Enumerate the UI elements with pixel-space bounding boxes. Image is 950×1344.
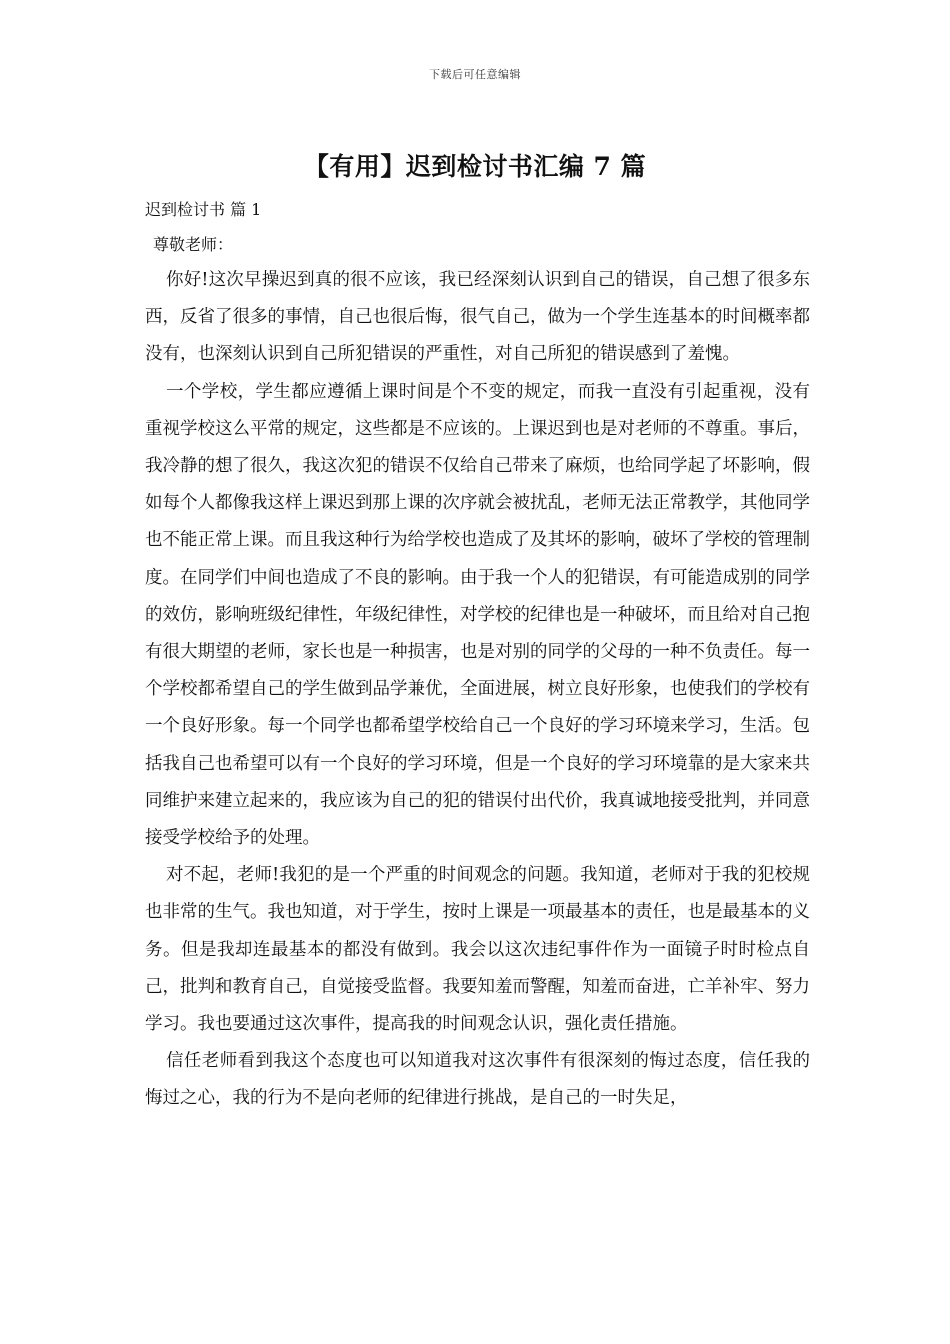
section-heading: 迟到检讨书 篇 1 [145, 200, 262, 219]
paragraph: 你好!这次早操迟到真的很不应该，我已经深刻认识到自己的错误，自己想了很多东西，反省了很多的事情，自己也很后悔，很气自己，做为一个学生连基本的时间概率都没有，也深刻认识到自己所犯错误的严重性，对自己所犯的错误感到了羞愧。 [145, 270, 810, 365]
paragraph: 信任老师看到我这个态度也可以知道我对这次事件有很深刻的悔过态度，信任我的悔过之心，我的行为不是向老师的纪律进行挑战，是自己的一时失足， [145, 1051, 810, 1109]
header-note: 下载后可任意编辑 [429, 68, 521, 81]
body-text [145, 262, 810, 1118]
paragraph: 一个学校，学生都应遵循上课时间是个不变的规定，而我一直没有引起重视，没有重视学校这么平常的规定，这些都是不应该的。上课迟到也是对老师的不尊重。事后，我冷静的想了很久，我这次犯的错误不仅给自己带来了麻烦，也给同学起了坏影响，假如每个人都像我这样上课迟到那上课的次序就会被扰乱，老师无法正常教学，其他同学也不能正常上课。而且我这种行为给学校也造成了及其坏的影响，破坏了学校的管理制度。在同学们中间也造成了不良的影响。由于我一个人的犯错误，有可能造成别的同学的效仿，影响班级纪律性，年级纪律性，对学校的纪律也是一种破坏，而且给对自己抱有很大期望的老师，家长也是一种损害，也是对别的同学的父母的一种不负责任。每一个学校都希望自己的学生做到品学兼优，全面进展，树立良好形象，也使我们的学校有一个良好形象。每一个同学也都希望学校给自己一个良好的学习环境来学习，生活。包括我自己也希望可以有一个良好的学习环境，但是一个良好的学习环境靠的是大家来共同维护来建立起来的，我应该为自己的犯的错误付出代价，我真诚地接受批判，并同意接受学校给予的处理。 [145, 381, 810, 849]
document-title: 【有用】迟到检讨书汇编 7 篇 [303, 152, 647, 181]
paragraph: 对不起，老师!我犯的是一个严重的时间观念的问题。我知道，老师对于我的犯校规也非常的生气。我也知道，对于学生，按时上课是一项最基本的责任，也是最基本的义务。但是我却连最基本的都没有做到。我会以这次违纪事件作为一面镜子时时检点自己，批判和教育自己，自觉接受监督。我要知羞而警醒，知羞而奋进，亡羊补牢、努力学习。我也要通过这次事件，提高我的时间观念认识，强化责任措施。 [145, 865, 810, 1035]
salutation: 尊敬老师： [153, 235, 234, 254]
